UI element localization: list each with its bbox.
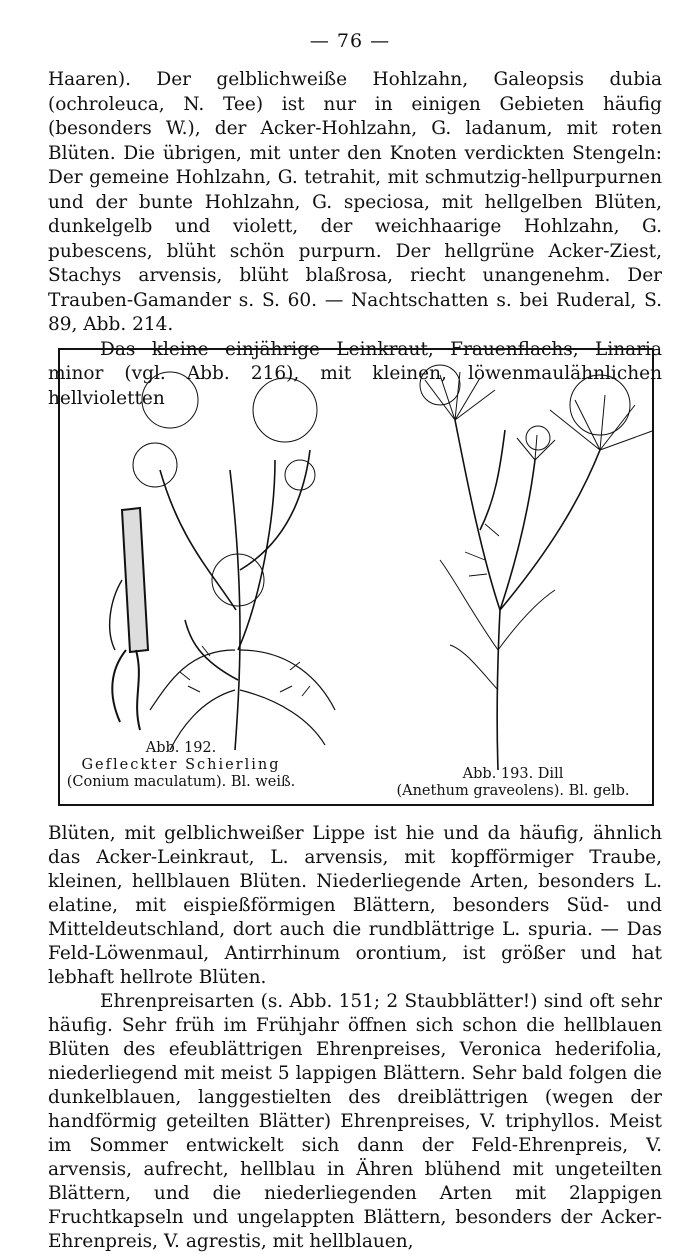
paragraph-leinkraut: Das kleine einjährige Leinkraut, Frauenflachs, Linaria minor (vgl. Abb. 216), mit kleinen, löwenmaulähnlichen hellvioletten	[48, 338, 662, 409]
paragraph-bluten: Blüten, mit gelblichweißer Lippe ist hie und da häufig, ähnlich das Acker-Leinkraut, L. arvensis, mit kopfförmiger Traube, kleinen, hellblauen Blüten. Niederliegende Arten, besonders L. elatine, mit eispießförmigen Blättern, besonders Süd- und Mitteldeutschland, dort auch die rundblättrige L. spuria. — Das Feld-Löwenmaul, Antirrhinum orontium, ist größer und hat lebhaft hellrote Blüten.	[48, 823, 662, 988]
paragraph-ehrenpreis: Ehrenpreisarten (s. Abb. 151; 2 Staubblätter!) sind oft sehr häufig. Sehr früh im Frühjahr öffnen sich schon die hellblauen Blüten des efeublättrigen Ehrenpreises, Veronica hederifolia, niederliegend mit meist 5 lappigen Blättern. Sehr bald folgen die dunkelblauen, langgestielten des dreiblättrigen (wegen der handförmig geteilten Blätter) Ehrenpreises, V. triphyllos. Meist im Sommer entwickelt sich dann der Feld-Ehrenpreis, V. arvensis, aufrecht, hellblau in Ähren blühend mit ungeteilten Blättern, und die niederliegenden Arten mit 2lappigen Fruchtkapseln und ungelappten Blättern, besonders der Acker-Ehrenpreis, V. agrestis, mit hellblauen,	[48, 991, 662, 1252]
figure-frame	[58, 348, 654, 806]
figure-192-caption	[56, 740, 306, 791]
figure-193-detail: (Anethum graveolens). Bl. gelb.	[396, 783, 630, 799]
hemlock-illustration	[110, 372, 335, 750]
paragraph-hohlzahn: Haaren). Der gelblichweiße Hohlzahn, Galeopsis dubia (ochroleuca, N. Tee) ist nur in einigen Gebieten häufig (besonders W.), der Acker-Hohlzahn, G. ladanum, mit roten Blüten. Die übrigen, mit unter den Knoten verdickten Stengeln: Der gemeine Hohlzahn, G. tetrahit, mit schmutzig-hellpurpurnen und der bunte Hohlzahn, G. speciosa, mit hellgelben Blüten, dunkelgelb und violett, der weichhaarige Hohlzahn, G. pubescens, blüht schön purpurn. Der hellgrüne Acker-Ziest, Stachys arvensis, blüht blaßrosa, riecht unangenehm. Der Trauben-Gamander s. S. 60. — Nachtschatten s. bei Ruderal, S. 89, Abb. 214.	[48, 69, 662, 335]
figure-193-caption	[368, 766, 658, 800]
figure-193-label: Abb. 193. Dill	[462, 766, 564, 782]
botanical-illustrations	[60, 350, 652, 804]
figure-192-detail: (Conium maculatum). Bl. weiß.	[66, 774, 296, 790]
page-number: — 76 —	[309, 30, 391, 52]
figure-192-number: Abb. 192.	[145, 740, 217, 756]
dill-illustration	[420, 365, 652, 770]
figure-192-name: Gefleckter Schierling	[81, 757, 281, 773]
bottom-text-block	[48, 822, 662, 1254]
